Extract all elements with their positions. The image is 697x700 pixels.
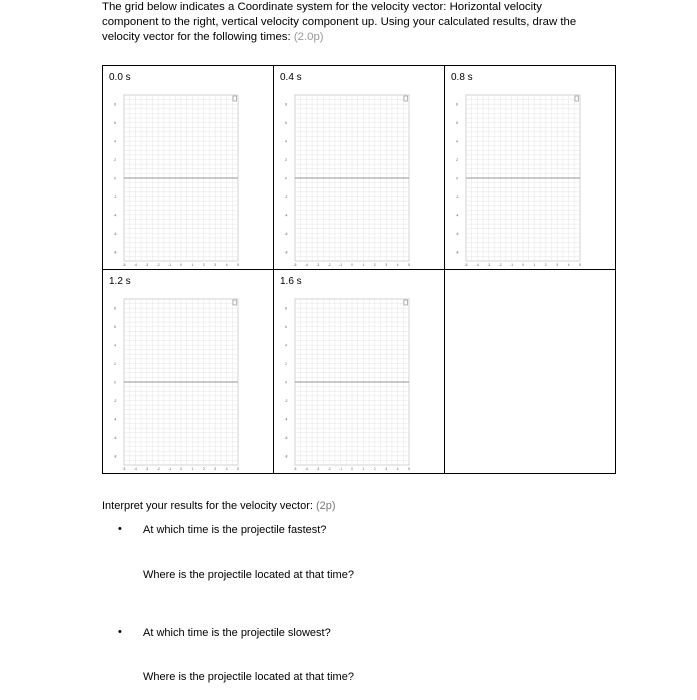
y-tick-label: -8 [455, 250, 459, 255]
time-label: 0.0 s [109, 72, 131, 83]
x-tick-label: -4 [133, 263, 137, 267]
coordinate-plot[interactable] [448, 87, 612, 268]
y-tick-label: 2 [114, 362, 116, 367]
y-tick-label: 0 [285, 176, 287, 181]
cell-0-0s [103, 66, 274, 270]
x-tick-label: 5 [579, 263, 581, 267]
x-tick-label: 0 [351, 467, 353, 471]
x-tick-label: -1 [510, 263, 514, 267]
question-fastest-time: At which time is the projectile fastest? [143, 524, 327, 536]
y-tick-label: -6 [284, 435, 288, 440]
y-tick-label: -8 [284, 250, 288, 255]
coordinate-plot[interactable] [106, 87, 270, 268]
x-tick-label: 0 [180, 263, 182, 267]
x-tick-label: 2 [202, 263, 205, 267]
instructions [102, 0, 622, 45]
x-tick-label: -5 [293, 467, 297, 471]
points-label: (2.0p) [293, 31, 324, 43]
x-tick-label: -1 [339, 467, 343, 471]
y-tick-label: 8 [114, 306, 116, 311]
y-tick-label: 8 [114, 102, 116, 107]
y-tick-label: -2 [284, 398, 288, 403]
y-tick-label: 2 [456, 158, 458, 163]
time-label: 0.4 s [280, 72, 302, 83]
instructions-line-3 [102, 30, 622, 45]
x-tick-label: -5 [464, 263, 468, 267]
x-tick-label: 4 [396, 263, 399, 267]
x-tick-label: 1 [533, 263, 536, 267]
y-tick-label: -6 [284, 231, 288, 236]
corner-handle-icon [233, 300, 237, 305]
instructions-line-2: component to the right, vertical velocity component up. Using your calculated results, draw the [102, 16, 577, 28]
y-tick-label: -4 [284, 213, 288, 218]
x-tick-label: 3 [556, 263, 559, 267]
y-tick-label: 0 [114, 176, 116, 181]
y-tick-label: 6 [114, 325, 116, 330]
y-tick-label: -4 [113, 213, 117, 218]
x-tick-label: -5 [122, 263, 126, 267]
x-tick-label: 0 [180, 467, 182, 471]
x-tick-label: -2 [327, 263, 331, 267]
cell-1-6s [274, 270, 445, 474]
y-tick-label: -2 [455, 194, 459, 199]
x-tick-label: -3 [316, 263, 320, 267]
x-tick-label: 5 [408, 263, 410, 267]
coordinate-plot[interactable] [277, 291, 441, 472]
y-tick-label: -6 [455, 231, 459, 236]
x-tick-label: 2 [373, 467, 376, 471]
y-tick-label: -2 [113, 194, 117, 199]
y-tick-label: 4 [456, 139, 458, 144]
y-tick-label: 0 [114, 380, 116, 385]
y-tick-label: 6 [285, 121, 287, 126]
interpret-heading-text: Interpret your results for the velocity vector: [102, 500, 313, 512]
time-label: 0.8 s [451, 72, 473, 83]
x-tick-label: -2 [156, 467, 160, 471]
y-tick-label: 2 [285, 362, 287, 367]
y-tick-label: 4 [285, 343, 287, 348]
x-tick-label: -3 [487, 263, 491, 267]
x-tick-label: -4 [304, 467, 308, 471]
y-tick-label: -8 [284, 454, 288, 459]
y-tick-label: -2 [284, 194, 288, 199]
y-tick-label: -4 [284, 417, 288, 422]
coordinate-plot[interactable] [277, 87, 441, 268]
coordinate-grid-table [102, 65, 616, 474]
corner-handle-icon [575, 96, 579, 101]
x-tick-label: -2 [156, 263, 160, 267]
y-tick-label: 8 [456, 102, 458, 107]
y-tick-label: -4 [113, 417, 117, 422]
cell-0-8s [445, 66, 616, 270]
x-tick-label: -1 [168, 263, 172, 267]
x-tick-label: -4 [304, 263, 308, 267]
cell-empty [445, 270, 616, 474]
x-tick-label: -3 [145, 263, 149, 267]
x-tick-label: 0 [522, 263, 524, 267]
time-label: 1.2 s [109, 276, 131, 287]
y-tick-label: 0 [285, 380, 287, 385]
x-tick-label: -3 [145, 467, 149, 471]
y-tick-label: 6 [456, 121, 458, 126]
y-tick-label: 8 [285, 102, 287, 107]
instructions-line-1: The grid below indicates a Coordinate system for the velocity vector: Horizontal velocity [102, 1, 543, 13]
corner-handle-icon [404, 96, 408, 101]
y-tick-label: -6 [113, 231, 117, 236]
y-tick-label: 6 [285, 325, 287, 330]
cell-0-4s [274, 66, 445, 270]
y-tick-label: 8 [285, 306, 287, 311]
y-tick-label: 4 [114, 343, 116, 348]
x-tick-label: 4 [225, 467, 228, 471]
instructions-line-3-text: velocity vector for the following times: [102, 31, 291, 43]
x-tick-label: 4 [396, 467, 399, 471]
x-tick-label: -2 [498, 263, 502, 267]
x-tick-label: 2 [544, 263, 547, 267]
x-tick-label: 3 [214, 263, 217, 267]
y-tick-label: 0 [456, 176, 458, 181]
y-tick-label: 6 [114, 121, 116, 126]
question-slowest-location: Where is the projectile located at that time? [143, 671, 354, 683]
time-label: 1.6 s [280, 276, 302, 287]
x-tick-label: -2 [327, 467, 331, 471]
x-tick-label: -1 [339, 263, 343, 267]
x-tick-label: 1 [362, 467, 365, 471]
x-tick-label: 1 [191, 263, 194, 267]
x-tick-label: -5 [122, 467, 126, 471]
y-tick-label: -2 [113, 398, 117, 403]
y-tick-label: 2 [285, 158, 287, 163]
y-tick-label: 4 [114, 139, 116, 144]
question-slowest-time: At which time is the projectile slowest? [143, 627, 331, 639]
x-tick-label: 1 [191, 467, 194, 471]
coordinate-plot[interactable] [106, 291, 270, 472]
points-label: (2p) [315, 500, 336, 512]
x-tick-label: 2 [202, 467, 205, 471]
corner-handle-icon [404, 300, 408, 305]
x-tick-label: 4 [567, 263, 570, 267]
x-tick-label: 0 [351, 263, 353, 267]
x-tick-label: 5 [237, 467, 239, 471]
x-tick-label: 5 [408, 467, 410, 471]
x-tick-label: -4 [475, 263, 479, 267]
x-tick-label: 3 [385, 263, 388, 267]
x-tick-label: 3 [214, 467, 217, 471]
y-tick-label: -8 [113, 454, 117, 459]
x-tick-label: -1 [168, 467, 172, 471]
corner-handle-icon [233, 96, 237, 101]
y-tick-label: 2 [114, 158, 116, 163]
x-tick-label: -5 [293, 263, 297, 267]
y-tick-label: -8 [113, 250, 117, 255]
bullet-icon: • [118, 523, 122, 535]
x-tick-label: 5 [237, 263, 239, 267]
y-tick-label: -4 [455, 213, 459, 218]
cell-1-2s [103, 270, 274, 474]
interpret-heading [102, 500, 336, 512]
x-tick-label: 4 [225, 263, 228, 267]
x-tick-label: 3 [385, 467, 388, 471]
y-tick-label: -6 [113, 435, 117, 440]
bullet-icon: • [118, 626, 122, 638]
x-tick-label: -3 [316, 467, 320, 471]
x-tick-label: 2 [373, 263, 376, 267]
x-tick-label: -4 [133, 467, 137, 471]
y-tick-label: 4 [285, 139, 287, 144]
x-tick-label: 1 [362, 263, 365, 267]
question-fastest-location: Where is the projectile located at that time? [143, 569, 354, 581]
